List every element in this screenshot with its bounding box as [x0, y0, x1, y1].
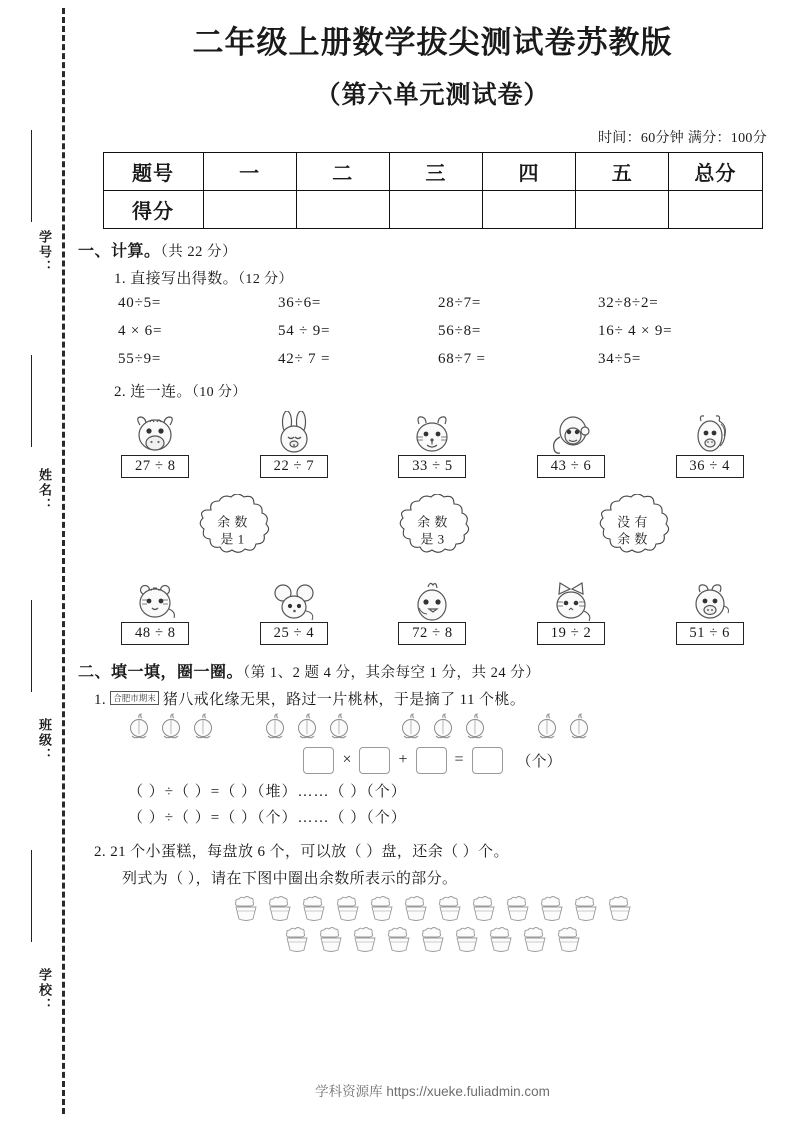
arithmetic-item[interactable]: 16÷ 4 × 9= [598, 322, 673, 339]
question-2-1-number: 1. [94, 691, 107, 708]
cloud-item[interactable] [381, 494, 485, 568]
match-item[interactable] [236, 578, 352, 645]
score-input-total[interactable] [669, 190, 762, 228]
arithmetic-item[interactable]: 32÷8÷2= [598, 294, 659, 311]
arithmetic-item[interactable]: 68÷7 = [438, 350, 486, 367]
match-item[interactable] [652, 578, 768, 645]
peach-group [532, 713, 594, 743]
peach-icon [124, 713, 154, 743]
answer-box-1[interactable] [303, 747, 334, 774]
peach-group [124, 713, 218, 743]
match-item[interactable] [97, 411, 213, 478]
title-block [72, 0, 793, 111]
cupcake-icon [230, 895, 262, 925]
cupcake-row-2 [72, 926, 793, 956]
score-input-3[interactable] [389, 190, 482, 228]
cupcake-icon [519, 926, 551, 956]
peach-icon [396, 713, 426, 743]
cat-icon [542, 578, 600, 626]
match-expression[interactable]: 51 ÷ 6 [676, 622, 744, 645]
source-tag: 合肥市期末 [110, 691, 159, 705]
match-expression[interactable]: 19 ÷ 2 [537, 622, 605, 645]
section-one-heading [78, 238, 793, 261]
fill-blank-line-2[interactable]: （ ）÷（ ）=（ ）（个）……（ ）（个） [128, 809, 407, 826]
margin-rule [31, 355, 32, 447]
margin-field-student-id: 学号： [37, 230, 52, 275]
arithmetic-item[interactable]: 40÷5= [118, 294, 162, 311]
arithmetic-item[interactable]: 28÷7= [438, 294, 482, 311]
exam-sheet [72, 0, 793, 1122]
peach-icon [564, 713, 594, 743]
question-1-1-label [114, 267, 793, 288]
margin-rule [31, 130, 32, 222]
arithmetic-item[interactable]: 55÷9= [118, 350, 162, 367]
match-expression[interactable]: 27 ÷ 8 [121, 455, 189, 478]
score-input-1[interactable] [203, 190, 296, 228]
pig-icon [681, 578, 739, 626]
score-table-col-4: 四 [482, 152, 575, 190]
match-expression[interactable]: 22 ÷ 7 [260, 455, 328, 478]
match-expression[interactable]: 48 ÷ 8 [121, 622, 189, 645]
answer-box-2[interactable] [359, 747, 390, 774]
match-expression[interactable]: 33 ÷ 5 [398, 455, 466, 478]
cupcake-icon [281, 926, 313, 956]
mouse-icon [265, 578, 323, 626]
match-expression[interactable]: 43 ÷ 6 [537, 455, 605, 478]
equation-unit: （个） [516, 753, 562, 770]
section-one-title: 一、计算。 [78, 242, 161, 260]
score-table-col-3: 三 [389, 152, 482, 190]
score-table-col-1: 一 [203, 152, 296, 190]
margin-rule [31, 600, 32, 692]
peach-icon [460, 713, 490, 743]
cupcake-icon [485, 926, 517, 956]
rabbit-icon [265, 411, 323, 459]
page-title: 二年级上册数学拔尖测试卷苏教版 [192, 25, 673, 60]
fold-dashed-line [62, 8, 65, 1114]
section-one-points: （共 22 分） [160, 243, 238, 260]
cupcake-icon [298, 895, 330, 925]
question-1-2-label [114, 380, 793, 401]
match-item[interactable] [652, 411, 768, 478]
cupcake-illustration-area [72, 895, 793, 956]
arithmetic-item[interactable]: 42÷ 7 = [278, 350, 331, 367]
match-item[interactable] [236, 411, 352, 478]
cupcake-icon [468, 895, 500, 925]
question-1-1-points: （12 分） [238, 271, 293, 287]
peach-icon [428, 713, 458, 743]
cupcake-row-1 [72, 895, 793, 925]
operator-multiply: × [342, 751, 352, 769]
cupcake-icon [570, 895, 602, 925]
tiger-icon [126, 578, 184, 626]
cloud-label [181, 513, 285, 548]
arithmetic-row [118, 351, 758, 368]
operator-equals: = [454, 751, 464, 769]
peach-icon [156, 713, 186, 743]
match-expression[interactable]: 36 ÷ 4 [676, 455, 744, 478]
cupcake-icon [502, 895, 534, 925]
section-two-title: 二、填一填，圈一圈。 [78, 663, 244, 681]
cloud-line-2: 是 1 [220, 531, 245, 547]
matching-top-row [86, 411, 779, 478]
page-subtitle: （第六单元测试卷） [315, 81, 550, 109]
peach-group [396, 713, 490, 743]
peach-icon [260, 713, 290, 743]
cupcake-icon [400, 895, 432, 925]
cupcake-icon [315, 926, 347, 956]
cupcake-icon [536, 895, 568, 925]
cloud-line-1: 没 有 [617, 514, 648, 530]
question-1-2-points: （10 分） [191, 384, 247, 400]
cupcake-icon [553, 926, 585, 956]
peach-icon [324, 713, 354, 743]
score-input-2[interactable] [296, 190, 389, 228]
cupcake-icon [366, 895, 398, 925]
score-table-col-2: 二 [296, 152, 389, 190]
arithmetic-item[interactable]: 4 × 6= [118, 322, 163, 339]
score-table-col-5: 五 [576, 152, 669, 190]
match-expression[interactable]: 72 ÷ 8 [398, 622, 466, 645]
score-table [103, 152, 763, 229]
footer-watermark: 学科资源库 https://xueke.fuliadmin.com [315, 1084, 550, 1099]
chick-icon [403, 578, 461, 626]
section-two-heading [78, 659, 793, 682]
margin-binding-strip [0, 0, 72, 1122]
score-table-label-question-no: 题号 [103, 152, 203, 190]
margin-field-school: 学校： [37, 968, 52, 1013]
match-item[interactable] [374, 411, 490, 478]
peach-group [260, 713, 354, 743]
arithmetic-row [118, 295, 758, 312]
match-item[interactable] [97, 578, 213, 645]
score-table-col-total: 总分 [669, 152, 762, 190]
match-item[interactable] [374, 578, 490, 645]
question-2-2-line-1[interactable]: 2. 21 个小蛋糕，每盘放 6 个，可以放（ ）盘，还余（ ）个。 [94, 843, 509, 860]
cupcake-icon [349, 926, 381, 956]
cloud-line-1: 余 数 [217, 514, 248, 530]
horse-icon [681, 411, 739, 459]
answer-box-4[interactable] [472, 747, 503, 774]
hamster-icon [403, 411, 461, 459]
question-2-1-label [94, 688, 793, 709]
score-table-label-score: 得分 [103, 190, 203, 228]
table-row-question-no [103, 152, 762, 190]
question-2-1-text: 猪八戒化缘无果，路过一片桃林，于是摘了 11 个桃。 [162, 691, 526, 708]
cupcake-icon [417, 926, 449, 956]
arithmetic-row [118, 323, 758, 340]
matching-bottom-row [86, 578, 779, 645]
peach-icon [292, 713, 322, 743]
cloud-line-2: 余 数 [617, 531, 648, 547]
match-item[interactable] [513, 411, 629, 478]
cloud-item[interactable] [181, 494, 285, 568]
margin-rule [31, 850, 32, 942]
cloud-line-2: 是 3 [420, 531, 445, 547]
cloud-label [581, 513, 685, 548]
match-item[interactable] [513, 578, 629, 645]
score-input-4[interactable] [482, 190, 575, 228]
cupcake-icon [604, 895, 636, 925]
peach-illustration-row [124, 713, 793, 743]
cupcake-icon [264, 895, 296, 925]
matching-cloud-row [72, 494, 793, 568]
arithmetic-item[interactable]: 36÷6= [278, 294, 322, 311]
table-row-score [103, 190, 762, 228]
fill-blank-line-1[interactable]: （ ）÷（ ）=（ ）（堆）……（ ）（个） [128, 783, 407, 800]
arithmetic-item[interactable]: 54 ÷ 9= [278, 322, 331, 339]
score-input-5[interactable] [576, 190, 669, 228]
cloud-item[interactable] [581, 494, 685, 568]
equation-answer-row [72, 747, 793, 774]
peach-icon [532, 713, 562, 743]
margin-field-class: 班级： [37, 718, 52, 763]
exam-meta: 时间：60分钟 满分：100分 [598, 130, 767, 146]
margin-field-name: 姓名： [37, 468, 52, 513]
match-expression[interactable]: 25 ÷ 4 [260, 622, 328, 645]
operator-plus: + [398, 751, 408, 769]
answer-box-3[interactable] [416, 747, 447, 774]
cloud-label [381, 513, 485, 548]
arithmetic-item[interactable]: 56÷8= [438, 322, 482, 339]
arithmetic-item[interactable]: 34÷5= [598, 350, 642, 367]
section-two-points: （第 1、2 题 4 分，其余每空 1 分，共 24 分） [243, 664, 541, 681]
cupcake-icon [451, 926, 483, 956]
question-1-2-text: 2. 连一连。 [114, 383, 192, 400]
cupcake-icon [383, 926, 415, 956]
question-1-1-text: 1. 直接写出得数。 [114, 270, 239, 287]
arithmetic-grid [118, 295, 758, 368]
monkey-icon [542, 411, 600, 459]
peach-icon [188, 713, 218, 743]
cupcake-icon [332, 895, 364, 925]
cow-icon [126, 411, 184, 459]
cupcake-icon [434, 895, 466, 925]
question-2-2-line-2[interactable]: 列式为（ ），请在下图中圈出余数所表示的部分。 [122, 870, 458, 887]
cloud-line-1: 余 数 [417, 514, 448, 530]
